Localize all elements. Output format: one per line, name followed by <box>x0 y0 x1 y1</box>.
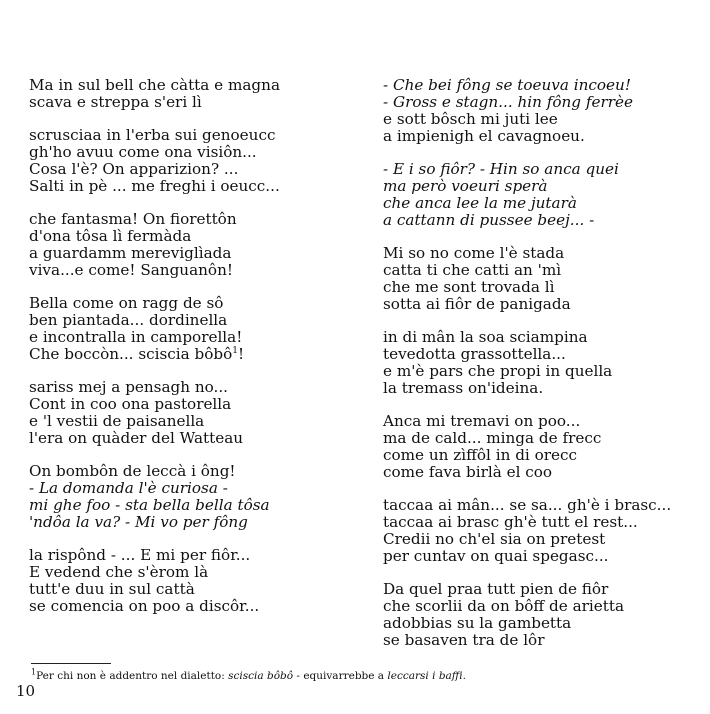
stanza <box>383 497 693 565</box>
stanza <box>29 211 359 279</box>
verse-line: e m'è pars che propi in quella <box>383 362 613 380</box>
verse-line: taccaa ai brasc gh'è tutt el rest... <box>383 513 638 531</box>
verse-line: ma però voeuri sperà <box>383 177 548 195</box>
verse-line: gh'ho avuu come ona visiôn... <box>29 143 257 161</box>
verse-line: a cattann di pussee beej... - <box>383 211 595 229</box>
verse-line: Bella come on ragg de sô <box>29 294 224 312</box>
verse-line: mi ghe foo - sta bella bella tôsa <box>29 496 270 514</box>
verse-line: sotta ai fiôr de panigada <box>383 295 571 313</box>
poem-right-column <box>383 77 693 665</box>
verse-line: come un zìffôl in di orecc <box>383 446 578 464</box>
verse-line: ma de cald... minga de frecc <box>383 429 602 447</box>
verse-line: scava e streppa s'eri lì <box>29 93 202 111</box>
verse-line: che scorlii da on bôff de arietta <box>383 597 625 615</box>
verse-line: viva...e come! Sanguanôn! <box>29 261 233 279</box>
verse-line: tevedotta grassottella... <box>383 345 566 363</box>
verse-line: sariss mej a pensagh no... <box>29 378 229 396</box>
verse-line: e incontralla in camporella! <box>29 328 243 346</box>
footnote-term: sciscia bôbô <box>228 670 294 682</box>
footnote-divider <box>31 663 111 664</box>
footnote-meaning: leccarsi i baffi <box>387 670 463 682</box>
verse-line: in di mân la soa sciampina <box>383 328 588 346</box>
verse-line: Cont in coo ona pastorella <box>29 395 232 413</box>
verse-line: Ma in sul bell che càtta e magna <box>29 76 280 94</box>
verse-text: Che boccòn... sciscia bôbô <box>29 345 233 363</box>
footnote-end: . <box>462 670 466 682</box>
stanza <box>29 379 359 447</box>
verse-line: se comencia on poo a discôr... <box>29 597 260 615</box>
poem-left-column <box>29 77 359 631</box>
verse-line: catta ti che catti an 'mì <box>383 261 562 279</box>
stanza <box>29 77 359 111</box>
stanza <box>383 329 693 397</box>
verse-line: On bombôn de leccà i ông! <box>29 462 236 480</box>
verse-line: 'ndôa la va? - Mi vo per fông <box>29 513 248 531</box>
stanza <box>29 547 359 615</box>
verse-line: Da quel praa tutt pien de fiôr <box>383 580 609 598</box>
stanza <box>29 463 359 531</box>
verse-line: d'ona tôsa lì fermàda <box>29 227 192 245</box>
stanza <box>383 245 693 313</box>
verse-line: Credii no ch'el sia on pretest <box>383 530 606 548</box>
verse-line: tutt'e duu in sul cattà <box>29 580 195 598</box>
verse-line: la tremass on'ideina. <box>383 379 544 397</box>
stanza <box>383 77 693 145</box>
verse-line: E vedend che s'èrom là <box>29 563 209 581</box>
footnote <box>31 667 466 683</box>
verse-line: Anca mi tremavi on poo... <box>383 412 581 430</box>
stanza <box>29 295 359 363</box>
verse-line: l'era on quàder del Watteau <box>29 429 244 447</box>
verse-line: che anca lee la me jutarà <box>383 194 577 212</box>
verse-line: ben piantada... dordinella <box>29 311 228 329</box>
verse-line: Mi so no come l'è stada <box>383 244 565 262</box>
stanza <box>383 161 693 229</box>
verse-line: - Che bei fông se toeuva incoeu! <box>383 76 631 94</box>
verse-line: che fantasma! On fiorettôn <box>29 210 237 228</box>
verse-line: Che boccòn... sciscia bôbô$^1$! <box>29 345 245 363</box>
footnote-marker: 1 <box>31 667 37 677</box>
verse-line: scrusciaa in l'erba sui genoeucc <box>29 126 276 144</box>
stanza <box>29 127 359 195</box>
verse-line: per cuntav on quai spegasc... <box>383 547 609 565</box>
verse-line: a impienigh el cavagnoeu. <box>383 127 585 145</box>
footnote-mid: - equivarrebbe a <box>293 670 388 682</box>
verse-line: Cosa l'è? On apparizion? ... <box>29 160 239 178</box>
footnote-reference[interactable]: 1 <box>232 345 238 356</box>
verse-line: - La domanda l'è curiosa - <box>29 479 228 497</box>
verse-line: a guardamm mereviglìada <box>29 244 232 262</box>
footnote-lead: Per chi non è addentro nel dialetto: <box>36 670 229 682</box>
verse-line: taccaa ai mân... se sa... gh'è i brasc... <box>383 496 672 514</box>
stanza <box>383 581 693 649</box>
verse-line: e 'l vestii de paisanella <box>29 412 205 430</box>
verse-line: che me sont trovada lì <box>383 278 555 296</box>
verse-line: - Gross e stagn... hin fông ferrèe <box>383 93 633 111</box>
page-number: 10 <box>16 682 36 700</box>
verse-line: la rispônd - ... E mi per fiôr... <box>29 546 251 564</box>
verse-line: - E i so fiôr? - Hin so anca quei <box>383 160 619 178</box>
verse-line: se basaven tra de lôr <box>383 631 545 649</box>
verse-line: come fava birlà el coo <box>383 463 553 481</box>
verse-line: adobbias su la gambetta <box>383 614 572 632</box>
verse-line: Salti in pè ... me freghi i oeucc... <box>29 177 280 195</box>
stanza <box>383 413 693 481</box>
verse-line: e sott bôsch mi juti lee <box>383 110 558 128</box>
